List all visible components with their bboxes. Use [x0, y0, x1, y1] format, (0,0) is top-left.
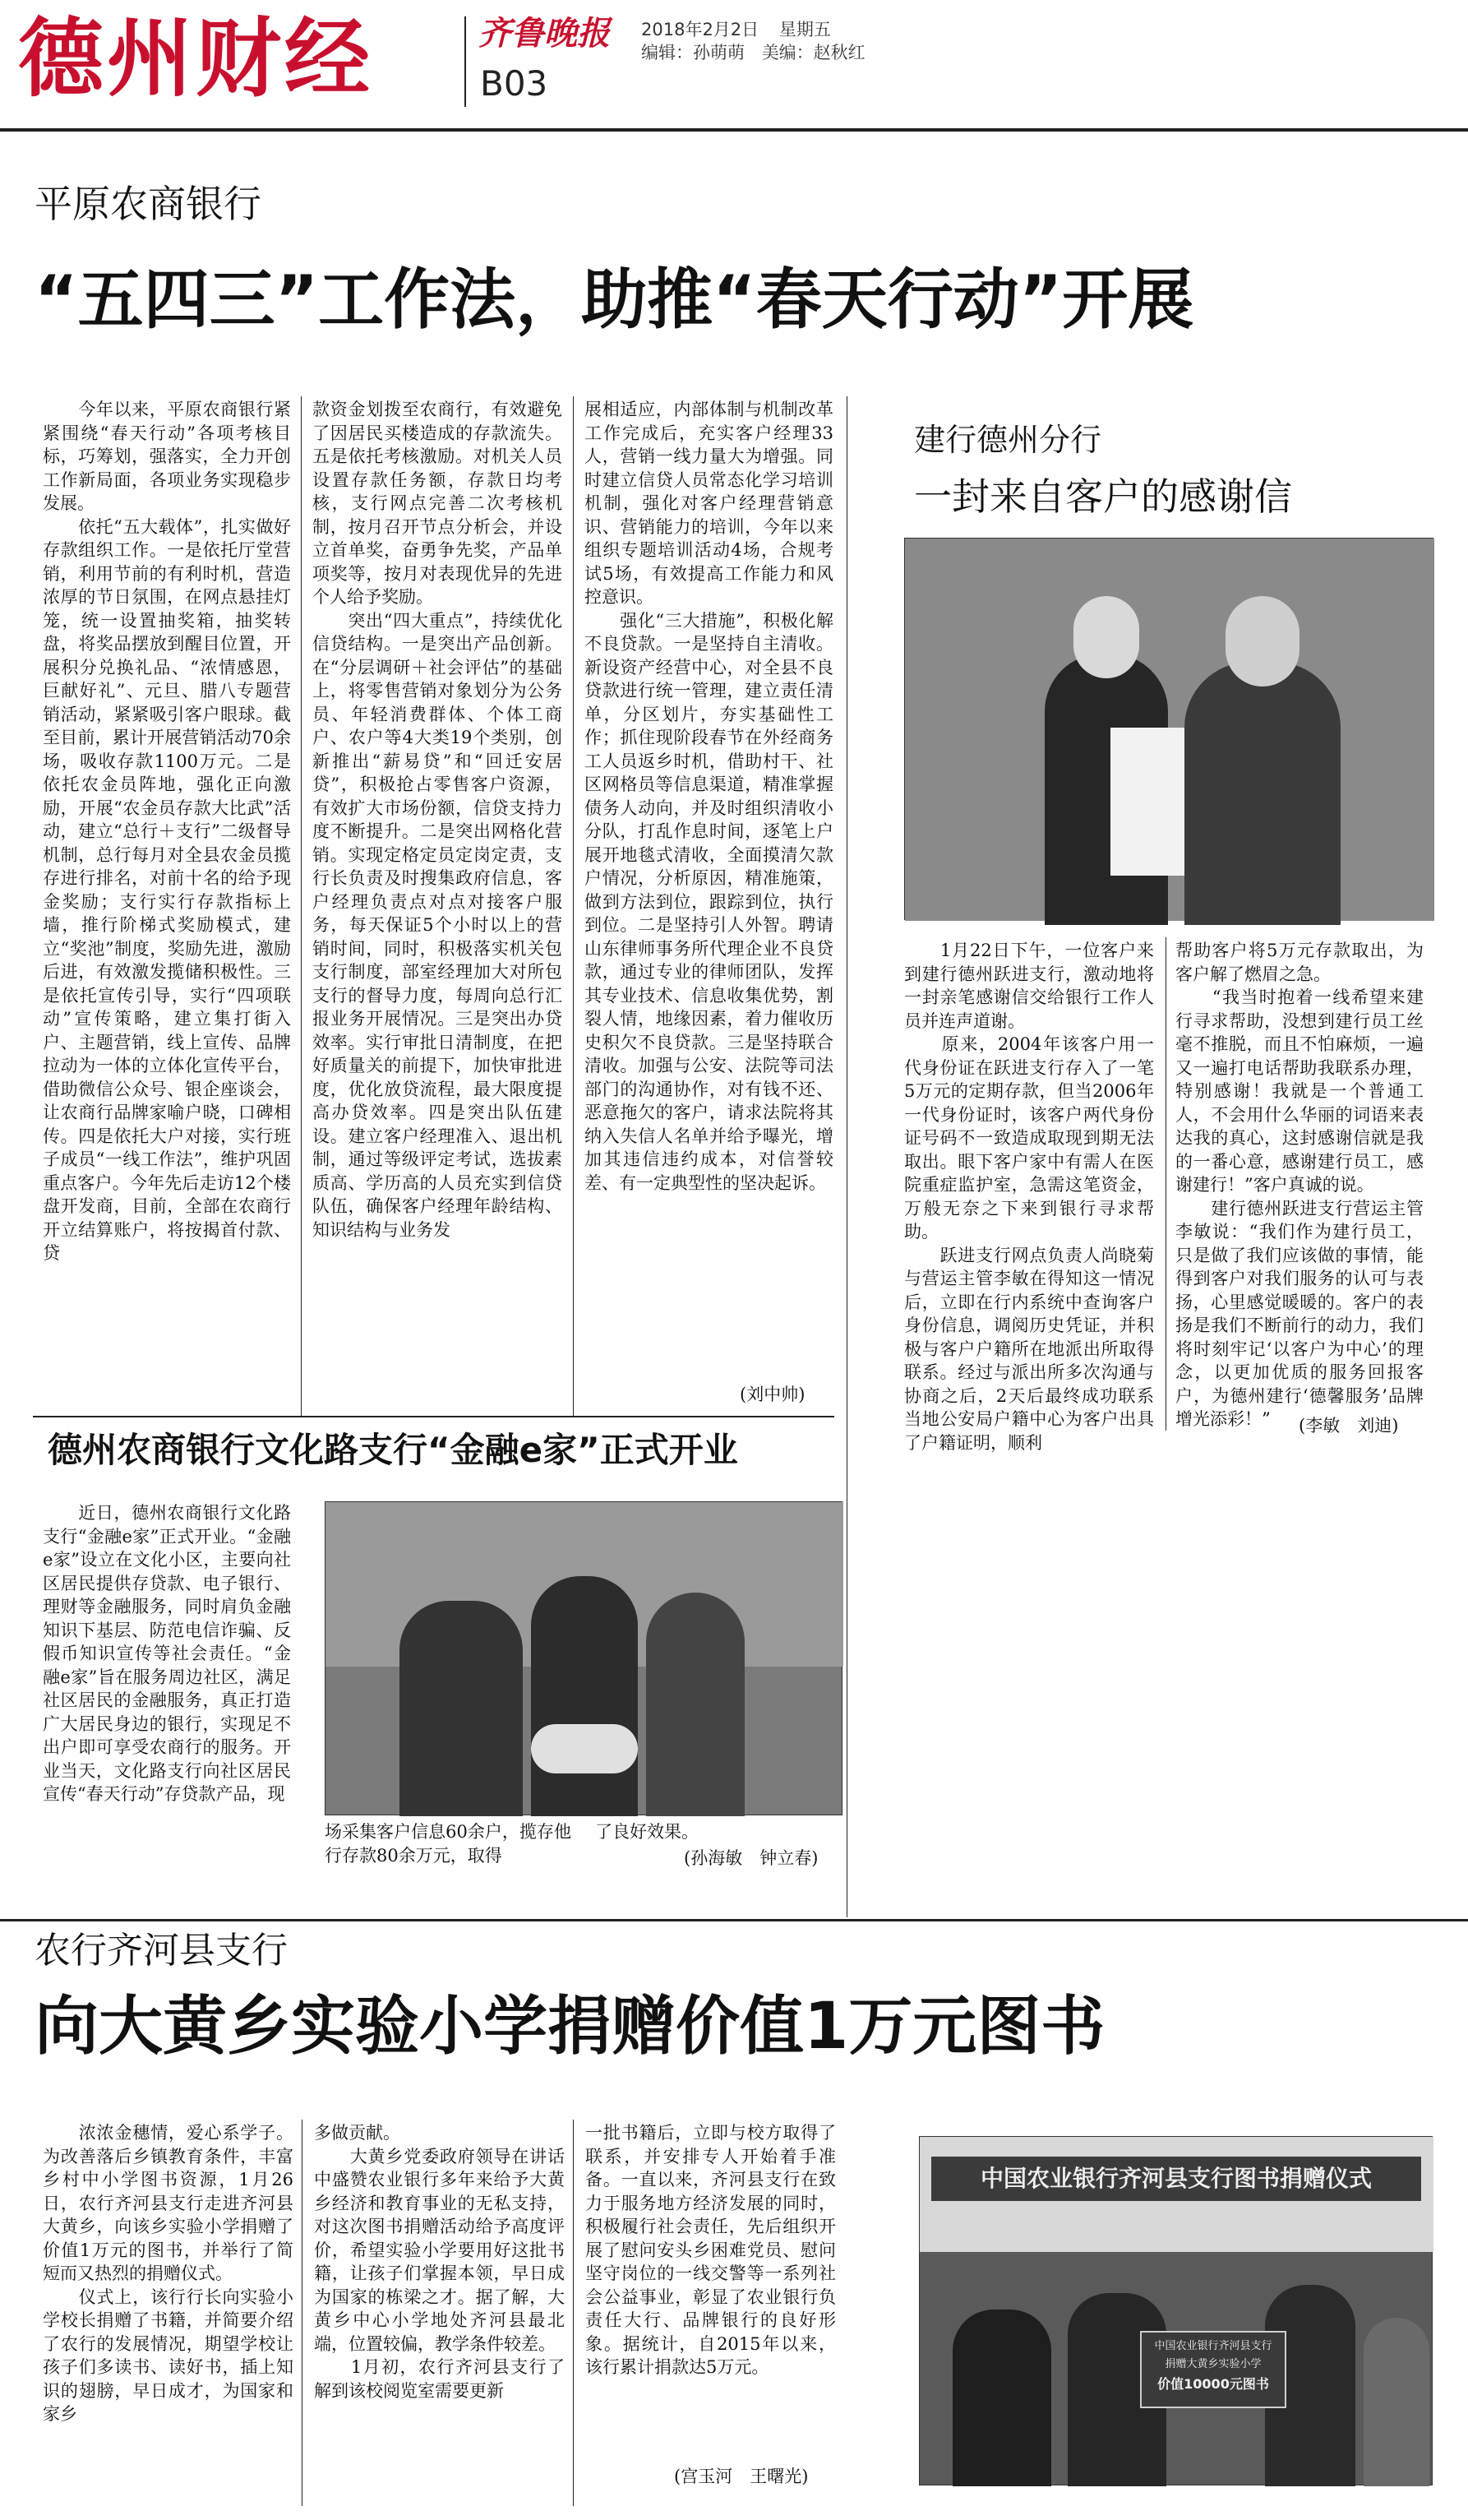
masthead-vertical-divider	[464, 16, 466, 107]
article4-byline: (宫玉河 王曙光)	[674, 2467, 809, 2486]
photo-basin	[531, 1724, 638, 1773]
article4-column-1: 浓浓金穗情，爱心系学子。为改善落后乡镇教育条件，丰富乡村中小学图书资源，1月26日，农行齐河县支行走进齐河县大黄乡，向该乡实验小学捐赠了价值1万元的图书，并举行了简短而又热烈的捐赠仪式。 仪式上，该行行长向实验小学校长捐赠了书籍，并简要介绍了农行的发展情况，期望学校让孩子们多读书、读好书，插上知识的翅膀，早日成才，为国家和家乡	[43, 2123, 293, 2424]
column-divider	[573, 396, 574, 1416]
weekday-text: 星期五	[778, 20, 831, 39]
board-line-1: 中国农业银行齐河县支行	[1154, 2340, 1272, 2352]
article4-photo	[919, 2136, 1433, 2485]
board-line-3: 价值10000元图书	[1157, 2376, 1269, 2392]
page-code: B03	[480, 63, 548, 104]
article4-top-rule	[0, 1919, 1468, 1921]
article2-photo	[904, 538, 1433, 920]
article1-byline: (刘中帅)	[740, 1385, 806, 1404]
article3-top-rule	[33, 1416, 834, 1417]
photo-person-right	[1184, 662, 1341, 925]
photo-person-2	[531, 1576, 638, 1816]
photo-person-a	[953, 2310, 1051, 2486]
article4-column-3: 一批书籍后，立即与校方取得了联系，并安排专人开始着手准备。一直以来，齐河县支行在致力于服务地方经济发展的同时，积极履行社会责任，先后组织开展了慰问安头乡困难党员、慰问坚守岗位的一线交警等一系列社会公益事业，彰显了农业银行负责任大行、品牌银行的良好形象。据统计，自2015年以来，该行累计捐款达5万元。	[585, 2123, 836, 2377]
article1-kicker: 平原农商银行	[35, 182, 261, 226]
article1-column-2: 款资金划拨至农商行，有效避免了因居民买楼造成的存款流失。五是依托考核激励。对机关人员设置存款任务额，存款日均考核，支行网点完善二次考核机制，按月召开节点分析会，并设立首单奖，奋勇争先奖，产品单项奖等，按月对表现优异的先进个人给予奖励。 突出“四大重点”，持续优化信贷结构。一是突出产品创新。在“分层调研＋社会评估”的基础上，将零售营销对象划分为公务员、年轻消费群体、个体工商户、农户等4大类19个类别，创新推出“薪易贷”和“回迁安居贷”，积极抢占零售客户资源，有效扩大市场份额，信贷支持力度不断提升。二是突出网格化营销。实现定格定员定岗定责，支行长负责及时搜集政府信息，客户经理负责点对点对接客户服务，每天保证5个小时以上的营销时间，同时，积极落实机关包支行制度，部室经理加大对所包支行的督导力度，每周向总行汇报业务开展情况。三是突出办贷效率。实行审批日清制度，在把好质量关的前提下，加快审批进度，优化放贷流程，最大限度提高办贷效率。四是突出队伍建设。建立客户经理准入、退出机制，通过等级评定考试，选拔素质高、学历高的人员充实到信贷队伍，确保客户经理年龄结构、知识结构与业务发	[312, 400, 562, 1240]
issue-date	[641, 18, 831, 41]
photo-person-1	[399, 1601, 523, 1816]
photo-person-d	[1364, 2318, 1429, 2486]
article2-headline: 一封来自客户的感谢信	[914, 474, 1292, 519]
article1-column-3: 展相适应，内部体制与机制改革工作完成后，充实客户经理33人，营销一线力量大为增强。同时建立信贷人员常态化学习培训机制，强化对客户经理营销意识、营销能力的培训，今年以来组织专题培训活动4场，合规考试5场，有效提高工作能力和风控意识。 强化“三大措施”，积极化解不良贷款。一是坚持自主清收。新设资产经营中心，对全县不良贷款进行统一管理，建立责任清单，分区划片，夯实基础性工作；抓住现阶段春节在外经商务工人员返乡时机，借助村干、社区网格员等信息渠道，精准掌握债务人动向，并及时组织清收小分队，打乱作息时间，逐笔上户展开地毯式清收，全面摸清欠款户情况，分析原因，精准施策，做到方法到位，跟踪到位，执行到位。二是坚持引人外智。聘请山东律师事务所代理企业不良贷款，通过专业的律师团队，发挥其专业技术、信息收集优势，割裂人情，地缘因素，着力催收历史积欠不良贷款。三是坚持联合清收。加强与公安、法院等司法部门的沟通协作，对有钱不还、恶意拖欠的客户，请求法院将其纳入失信人名单并给予曝光，增加其违信违约成本，对信誉较差、有一定典型性的坚决起诉。	[584, 400, 833, 1193]
photo-face-left	[1073, 596, 1139, 678]
article2-kicker: 建行德州分行	[914, 422, 1102, 458]
event-banner: 中国农业银行齐河县支行图书捐赠仪式	[931, 2157, 1421, 2201]
article3-column-1: 近日，德州农商银行文化路支行“金融e家”正式开业。“金融e家”设立在文化小区，主要向社区居民提供存贷款、电子银行、理财等金融服务，同时肩负金融知识下基层、防范电信诈骗、反假币知识宣传等社会责任。“金融e家”旨在服务周边社区，满足社区居民的金融服务，真正打造广大居民身边的银行，实现足不出户即可享受农商行的服务。开业当天，文化路支行向社区居民宣传“春天行动”存贷款产品，现	[43, 1503, 291, 1804]
date-text: 2018年2月2日	[641, 20, 759, 39]
column-divider	[301, 396, 302, 1416]
article2-byline: (李敏 刘迪)	[1299, 1416, 1399, 1436]
photo-person-3	[646, 1593, 745, 1816]
article3-byline: (孙海敏 钟立春)	[684, 1848, 819, 1868]
article1-headline: “五四三”工作法，助推“春天行动”开展	[35, 261, 1194, 338]
column-divider	[573, 2120, 574, 2506]
article3-column-3: 了良好效果。	[595, 1822, 699, 1842]
designer-text: 美编：赵秋红	[761, 43, 866, 62]
article3-column-2: 场采集客户信息60余户，揽存他行存款80余万元，取得	[325, 1822, 571, 1866]
photo-face-right	[1226, 596, 1300, 687]
article3-photo	[325, 1501, 842, 1815]
article3-headline: 德州农商银行文化路支行“金融e家”正式开业	[48, 1430, 738, 1470]
article2-column-2: 帮助客户将5万元存款取出，为客户解了燃眉之急。 “我当时抱着一线希望来建行寻求帮助，没想到建行员工丝毫不推脱，而且不怕麻烦，一遍又一遍打电话帮助我联系办理，特别感谢！我就是一个普通工人，不会用什么华丽的词语来表达我的真心，这封感谢信就是我的一番心意，感谢建行员工，感谢建行！”客户真诚的说。 建行德州跃进支行营运主管李敏说：“我们作为建行员工，只是做了我们应该做的事情，能得到客户对我们服务的认可与表扬，心里感觉暖暖的。客户的表扬是我们不断前行的动力，我们将时刻牢记‘以客户为中心’的理念，以更加优质的服务回报客户，为德州建行‘德馨服务’品牌增光添彩！”	[1175, 941, 1424, 1429]
editor-text: 编辑：孙萌萌	[641, 43, 745, 62]
section-title: 德州财经	[18, 8, 374, 109]
editor-credits	[641, 41, 866, 64]
newspaper-logo: 齐鲁晚报	[478, 14, 610, 53]
article2-column-1: 1月22日下午，一位客户来到建行德州跃进支行，激动地将一封亲笔感谢信交给银行工作人员并连声道谢。 原来，2004年该客户用一代身份证在跃进支行存入了一笔5万元的定期存款，但当2006年一代身份证时，该客户两代身份证号码不一致造成取现到期无法取出。眼下客户家中有需人在医院重症监护室，急需这笔资金，万般无奈之下来到银行寻求帮助。 跃进支行网点负责人尚晓菊与营运主管李敏在得知这一情况后，立即在行内系统中查询客户身份信息，调阅历史凭证，并积极与客户户籍所在地派出所取得联系。经过与派出所多次沟通与协商之后，2天后最终成功联系当地公安局户籍中心为客户出具了户籍证明，顺利	[904, 941, 1154, 1453]
article1-column-1: 今年以来，平原农商银行紧紧围绕“春天行动”各项考核目标，巧筹划，强落实，全力开创工作新局面，各项业务实现稳步发展。 依托“五大载体”，扎实做好存款组织工作。一是依托厅堂营销，利用节前的有利时机，营造浓厚的节日氛围，在网点悬挂灯笼，统一设置抽奖箱，抽奖转盘，将奖品摆放到醒目位置，开展积分兑换礼品、“浓情感恩，巨献好礼”、元旦、腊八专题营销活动，紧紧吸引客户眼球。截至目前，累计开展营销活动70余场，吸收存款1100万元。二是依托农金员阵地，强化正向激励，开展“农金员存款大比武”活动，建立“总行＋支行”二级督导机制，总行每月对全县农金员揽存进行排名，对前十名的给予现金奖励；支行实行存款指标上墙，推行阶梯式奖励模式，建立“奖池”制度，奖励先进，激励后进，有效激发揽储积极性。三是依托宣传引导，实行“四项联动”宣传策略，建立集打街入户、主题营销，线上宣传、品牌拉动为一体的立体化宣传平台，借助微信公众号、银企座谈会，让农商行品牌家喻户晓，口碑相传。四是依托大户对接，实行班子成员“一线工作法”，维护巩固重点客户。今年先后走访12个楼盘开发商，目前，全部在农商行开立结算账户，将按揭首付款、贷	[43, 400, 291, 1263]
photo-letter	[1110, 728, 1184, 876]
article4-column-2: 多做贡献。 大黄乡党委政府领导在讲话中盛赞农业银行多年来给予大黄乡经济和教育事业的无私支持，对这次图书捐赠活动给予高度评价，希望实验小学要用好这批书籍，让孩子们掌握本领，早日成为国家的栋梁之才。据了解，大黄乡中心小学地处齐河县最北端，位置较偏，教学条件较差。 1月初，农行齐河县支行了解到该校阅览室需要更新	[314, 2123, 565, 2401]
article4-headline: 向大黄乡实验小学捐赠价值1万元图书	[35, 1990, 1106, 2064]
board-line-2: 捐赠大黄乡实验小学	[1165, 2358, 1262, 2370]
donation-board	[1140, 2331, 1286, 2408]
article4-kicker: 农行齐河县支行	[35, 1930, 288, 1972]
masthead-bottom-rule	[0, 128, 1468, 132]
